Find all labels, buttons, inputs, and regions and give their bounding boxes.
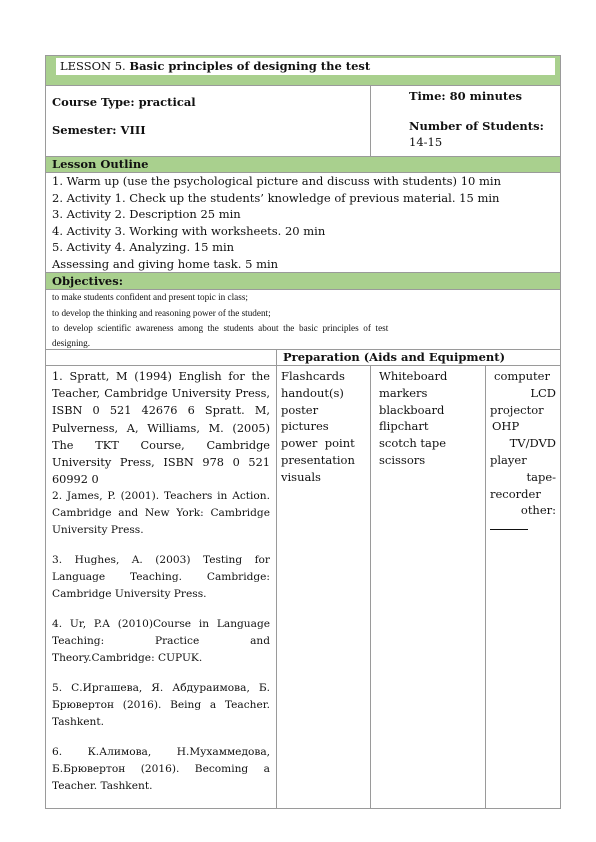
aid-item: recorder	[490, 486, 541, 501]
outline-list	[46, 173, 561, 273]
outline-item: Assessing and giving home task. 5 min	[52, 256, 279, 271]
objective-item: to make students confident and present topic in class;	[52, 292, 248, 302]
aid-item: markers	[379, 385, 428, 400]
reference-item: 6. К.Алимова, Н.Мухаммедова, Б.Брювертон (2016). Becoming a Teacher. Tashkent.	[52, 746, 270, 793]
aid-item: Flashcards	[281, 369, 345, 383]
course-info-cell	[46, 86, 371, 157]
outline-heading: Lesson Outline	[52, 157, 149, 171]
lesson-topic: Basic principles of designing the test	[129, 59, 371, 73]
outline-item: 3. Activity 2. Description 25 min	[52, 207, 241, 221]
aid-item: player	[490, 452, 527, 467]
preparation-heading: Preparation (Aids and Equipment)	[283, 350, 506, 364]
time: Time: 80 minutes	[409, 89, 523, 103]
aid-item: scissors	[379, 452, 426, 467]
students-label: Number of Students:	[409, 119, 544, 133]
students-value: 14-15	[409, 135, 443, 149]
preparation-heading-cell	[277, 350, 561, 366]
objectives-heading-cell	[46, 273, 561, 290]
references-heading-blank	[46, 350, 277, 366]
aids-column-3	[486, 366, 561, 809]
reference-item: 1. Spratt, M (1994) English for the Teacher, Cambridge University Press, ISBN 0 521 42676 6 Spratt. M, Pulverness, A, Williams, M. (2005) The TKT Course, Cambridge University Press, ISBN 978 0 521 60992 0	[52, 370, 270, 487]
reference-item: 2. James, P. (2001). Teachers in Action. Cambridge and New York: Cambridge University Press.	[52, 490, 270, 537]
lesson-plan-table	[45, 55, 561, 809]
references-cell	[46, 366, 277, 809]
aid-item: presentation	[281, 452, 355, 467]
blank-underline	[490, 519, 528, 530]
lesson-number: LESSON 5.	[60, 59, 126, 73]
objectives-list	[46, 290, 561, 350]
reference-item: 5. С.Иргашева, Я. Абдураимова, Б. Брювертон (2016). Being a Teacher. Tashkent.	[52, 682, 270, 729]
outline-heading-cell	[46, 157, 561, 173]
aid-item: TV/DVD	[509, 436, 557, 451]
aid-item: pictures	[281, 419, 329, 434]
aid-item: power point	[281, 436, 355, 451]
outline-item: 4. Activity 3. Working with worksheets. 20 min	[52, 223, 326, 238]
outline-item: 5. Activity 4. Analyzing. 15 min	[52, 240, 235, 254]
aid-item: Whiteboard	[379, 369, 448, 383]
aid-item: scotch tape	[379, 436, 447, 451]
lesson-plan	[45, 55, 560, 809]
objectives-heading: Objectives:	[52, 274, 123, 288]
aid-item: LCD	[530, 385, 557, 400]
time-info-cell	[371, 86, 561, 157]
reference-item: 4. Ur, P.A (2010)Course in Language Teaching: Practice and Theory.Cambridge: CUPUK.	[52, 618, 270, 665]
aid-item: computer	[494, 369, 550, 383]
aids-column-1	[277, 366, 371, 809]
aid-item: projector	[490, 402, 544, 417]
title-row	[46, 56, 561, 86]
objective-item: to develop scientific awareness among the students about the basic principles of test	[52, 323, 389, 333]
outline-item: 2. Activity 1. Check up the students’ knowledge of previous material. 15 min	[52, 190, 500, 205]
course-type: Course Type: practical	[52, 95, 196, 109]
aid-item: blackboard	[379, 402, 445, 417]
objective-item: designing.	[52, 337, 91, 348]
aids-column-2	[371, 366, 486, 809]
aid-item: handout(s)	[281, 385, 344, 400]
lesson-title	[56, 58, 555, 75]
objective-item: to develop the thinking and reasoning power of the student;	[52, 307, 271, 318]
aid-item: visuals	[281, 469, 321, 484]
aid-item: tape-	[526, 469, 557, 484]
aid-item: OHP	[492, 419, 520, 434]
reference-item: 3. Hughes, A. (2003) Testing for Language Teaching. Cambridge: Cambridge University Press.	[52, 554, 270, 601]
aid-item: other:	[520, 503, 557, 518]
aid-item: poster	[281, 402, 319, 417]
outline-item: 1. Warm up (use the psychological picture and discuss with students) 10 min	[52, 174, 501, 188]
aid-item: flipchart	[379, 419, 429, 434]
semester: Semester: VIII	[52, 123, 146, 137]
